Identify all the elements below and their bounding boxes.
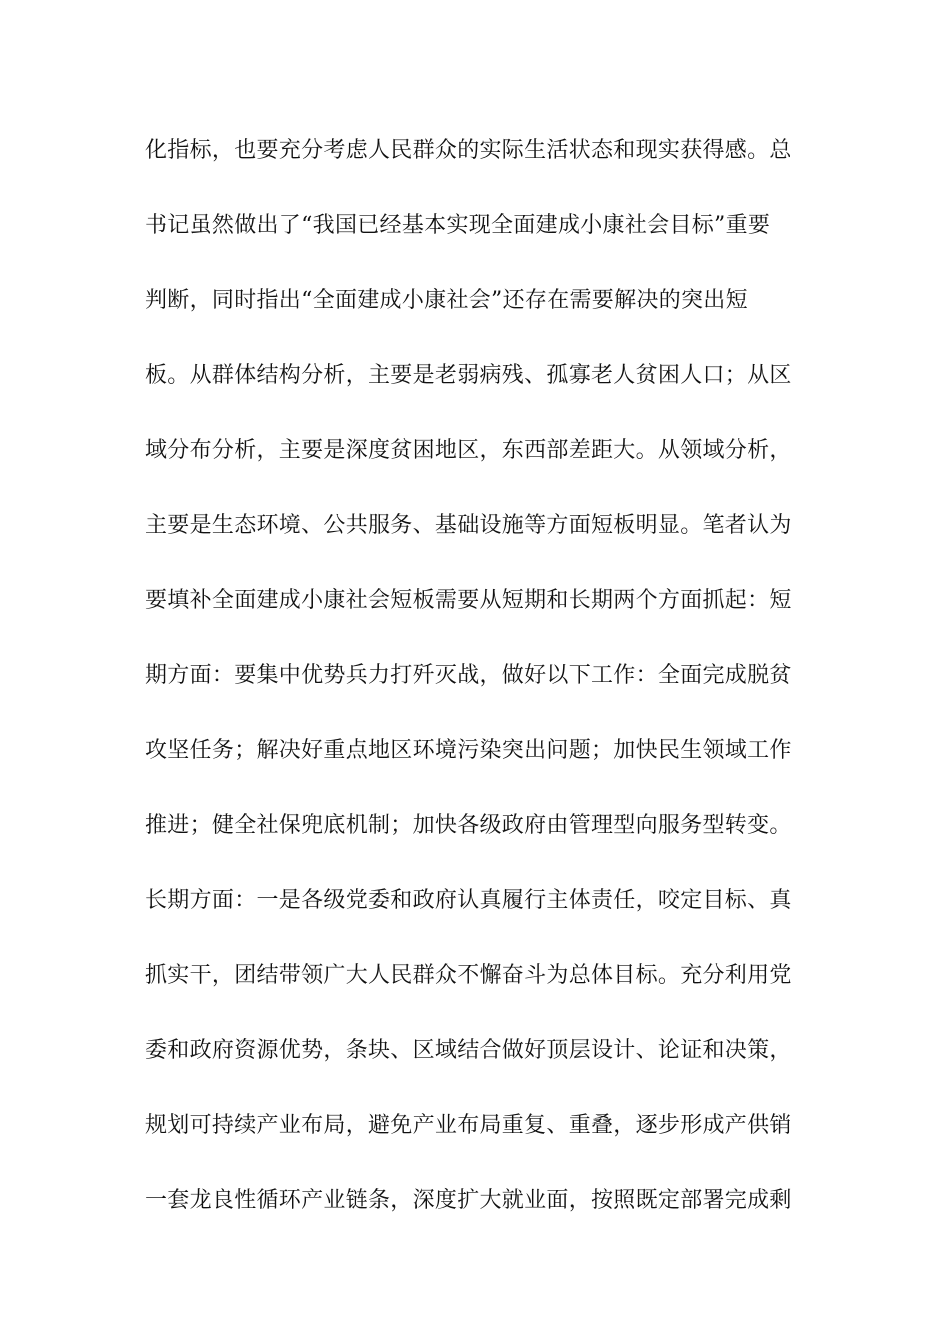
text-line-7: 要填补全面建成小康社会短板需要从短期和长期两个方面抓起：短: [145, 588, 792, 613]
text-line-14: 规划可持续产业布局，避免产业布局重复、重叠，逐步形成产供销: [145, 1113, 792, 1138]
text-line-13: 委和政府资源优势，条块、区域结合做好顶层设计、论证和决策，: [145, 1038, 792, 1063]
text-line-8: 期方面：要集中优势兵力打歼灭战，做好以下工作：全面完成脱贫: [145, 663, 792, 688]
text-line-5: 域分布分析，主要是深度贫困地区，东西部差距大。从领域分析，: [145, 438, 792, 463]
text-line-9: 攻坚任务；解决好重点地区环境污染突出问题；加快民生领域工作: [145, 738, 792, 763]
text-line-1: 化指标，也要充分考虑人民群众的实际生活状态和现实获得感。总: [145, 138, 792, 163]
text-line-6: 主要是生态环境、公共服务、基础设施等方面短板明显。笔者认为: [145, 513, 792, 538]
text-line-15: 一套龙良性循环产业链条，深度扩大就业面，按照既定部署完成剩: [145, 1188, 792, 1213]
text-line-3: 判断，同时指出“全面建成小康社会”还存在需要解决的突出短: [145, 288, 748, 313]
text-line-12: 抓实干，团结带领广大人民群众不懈奋斗为总体目标。充分利用党: [145, 963, 792, 988]
text-line-4: 板。从群体结构分析，主要是老弱病残、孤寡老人贫困人口；从区: [145, 363, 792, 388]
text-line-10: 推进；健全社保兜底机制；加快各级政府由管理型向服务型转变。: [145, 813, 792, 838]
text-line-2: 书记虽然做出了“我国已经基本实现全面建成小康社会目标”重要: [145, 213, 771, 238]
text-line-11: 长期方面：一是各级党委和政府认真履行主体责任，咬定目标、真: [145, 888, 792, 913]
body-text: [145, 127, 805, 1252]
